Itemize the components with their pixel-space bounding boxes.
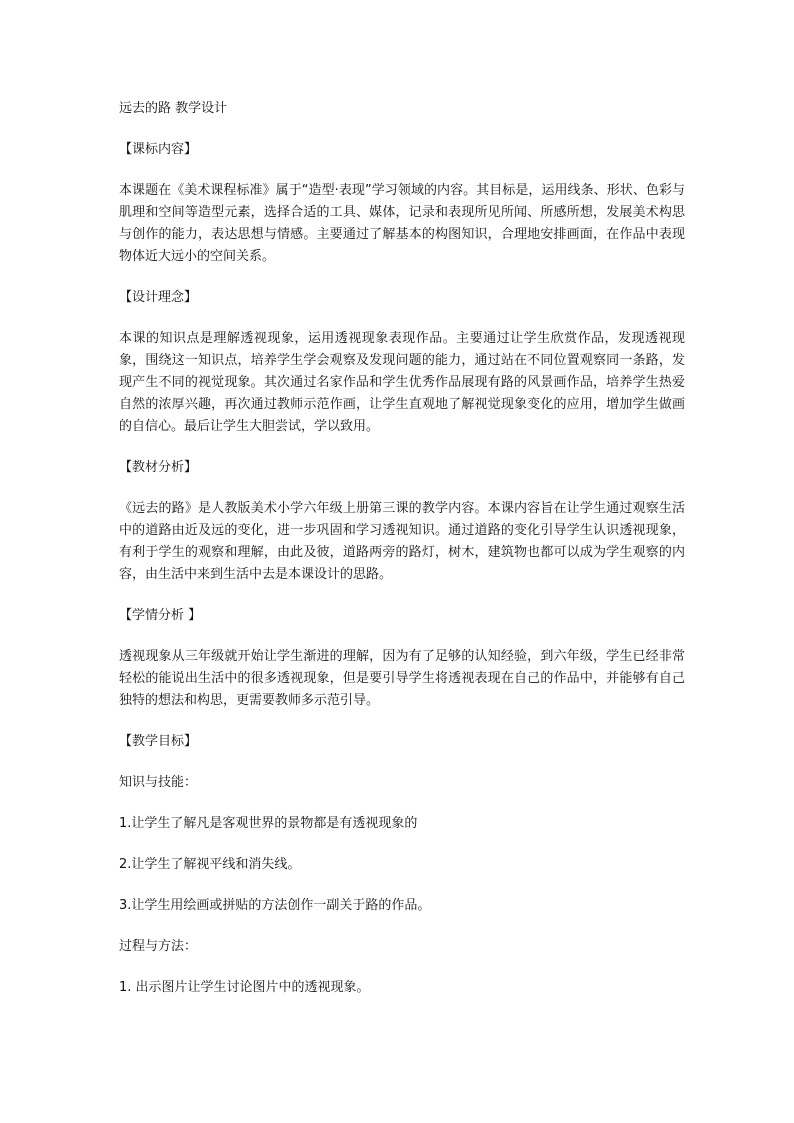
section-body-design: 本课的知识点是理解透视现象，运用透视现象表现作品。主要通过让学生欣赏作品，发现透视现象，围绕这一知识点，培养学生学会观察及发现问题的能力，通过站在不同位置观察同一条路，发现产生不同的视觉现象。其次通过名家作品和学生优秀作品展现有路的风景画作品，培养学生热爱自然的浓厚兴趣，再次通过教师示范作画，让学生直观地了解视觉现象变化的应用，增加学生做画的自信心。最后让学生大胆尝试，学以致用。 xyxy=(119,331,685,434)
knowledge-item-1: 1.让学生了解凡是客观世界的景物都是有透视现象的 xyxy=(119,816,418,831)
section-heading-goals: 【教学目标】 xyxy=(119,734,198,749)
process-item-1: 1. 出示图片让学生讨论图片中的透视现象。 xyxy=(119,980,370,995)
section-body-students: 透视现象从三年级就开始让学生渐进的理解，因为有了足够的认知经验，到六年级，学生已经非常轻松的能说出生活中的很多透视现象，但是要引导学生将透视表现在自己的作品中，并能够有自己独特的想法和构思，更需要教师多示范引导。 xyxy=(119,649,685,708)
knowledge-item-2: 2.让学生了解视平线和消失线。 xyxy=(119,857,301,872)
section-heading-material: 【教材分析】 xyxy=(119,460,198,475)
knowledge-label: 知识与技能： xyxy=(119,775,198,790)
document-title: 远去的路 教学设计 xyxy=(119,101,228,116)
section-heading-curriculum: 【课标内容】 xyxy=(119,142,198,157)
section-body-material: 《远去的路》是人教版美术小学六年级上册第三课的教学内容。本课内容旨在让学生通过观察生活中的道路由近及远的变化，进一步巩固和学习透视知识。通过道路的变化引导学生认识透视现象，有利于学生的观察和理解，由此及彼，道路两旁的路灯，树木，建筑物也都可以成为学生观察的内容，由生活中来到生活中去是本课设计的思路。 xyxy=(119,501,685,582)
section-heading-design: 【设计理念】 xyxy=(119,290,198,305)
section-body-curriculum: 本课题在《美术课程标准》属于“造型·表现”学习领域的内容。其目标是，运用线条、形状、色彩与肌理和空间等造型元素，选择合适的工具、媒体，记录和表现所见所闻、所感所想，发展美术构思与创作的能力，表达思想与情感。主要通过了解基本的构图知识，合理地安排画面，在作品中表现物体近大远小的空间关系。 xyxy=(119,183,685,264)
document-page xyxy=(119,98,685,999)
process-label: 过程与方法： xyxy=(119,939,198,954)
knowledge-item-3: 3.让学生用绘画或拼贴的方法创作一副关于路的作品。 xyxy=(119,898,431,913)
section-heading-students: 【学情分析 】 xyxy=(119,608,202,623)
